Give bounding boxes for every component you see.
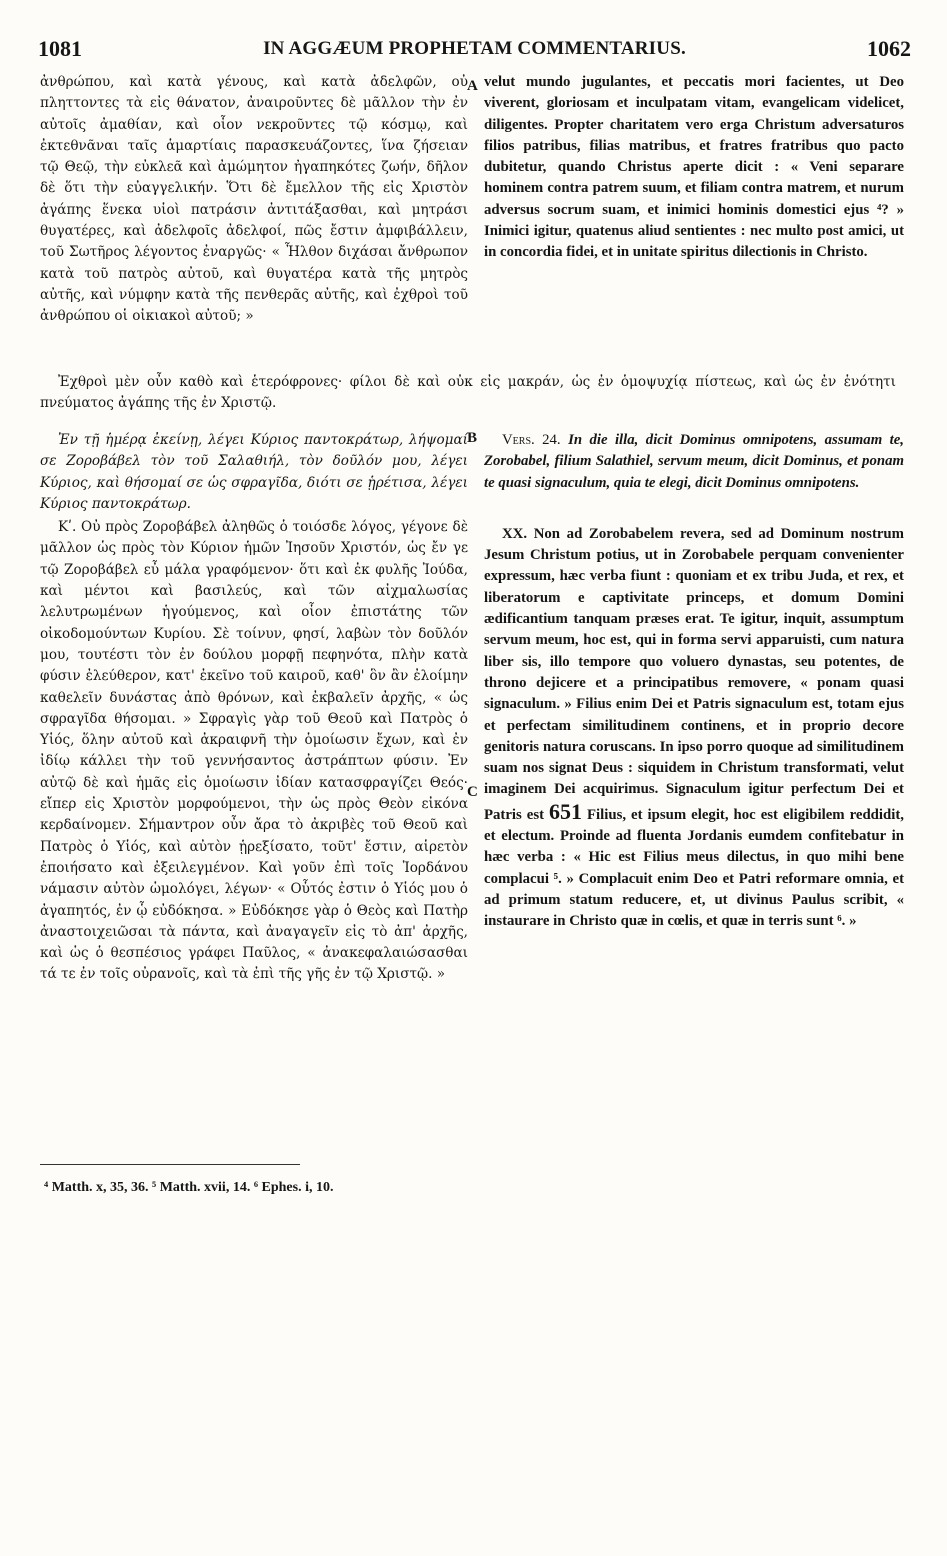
latin-paragraph-1: velut mundo jugulantes, et peccatis mori facientes, ut Deo viverent, gloriosam et inculpatam vitam, evangelicam videlicet, diligentes. Propter charitatem vero erga Christum adversaturos filios patribus, filias matribus, et fratres fratribus quo pacto dubitetur, quando Christus aperte dicit : « Veni separare hominem contra patrem suum, et filiam contra matrem, et nurum adversus socrum suam, et inimici hominis domestici ejus ⁴? » Inimici igitur, quatenus aliud sentientes : nec multo post amici, ut in concordia fidei, et in unitate spiritus dilectionis in Christo. bbox=[484, 74, 904, 261]
footnote-rule bbox=[40, 1164, 300, 1165]
margin-marker-c: C bbox=[467, 784, 478, 800]
greek-column-bottom bbox=[40, 430, 468, 986]
page-number-left: 1081 bbox=[38, 36, 82, 61]
margin-page-number: 651 bbox=[549, 798, 583, 824]
verse-label: Vers. 24. bbox=[502, 432, 561, 448]
latin-column-bottom bbox=[484, 430, 904, 933]
greek-paragraph-1: ἀνθρώπου, καὶ κατὰ γένους, καὶ κατὰ ἀδελφῶν, οὐ πληττοντες τὰ εἰς θάνατον, ἀναιροῦντες δὲ μᾶλλον τὴν ἐν αὐτοῖς ἀμαθίαν, καὶ οἷον νεκροῦντες τῷ κόσμῳ, καὶ ἐκτεθνᾶναι ταῖς ἁμαρτίαις παρασκευάζοντες, ἵνα ζήσειαν τῷ Θεῷ, τὴν εὐκλεᾶ καὶ ἀμώμητον ἠγαπηκότες ζωήν, δῆλον δὲ ὅτι τὴν εὐαγγελικήν. Ὅτι δὲ ἔμελλον τῆς εἰς Χριστὸν ἀγάπης ἕνεκα υἱοὶ πατράσιν ἀντιτάξασθαι, καὶ μητράσι θυγατέρες, καὶ ἀδελφοῖς ἀδελφοί, πῶς ἔστιν ἀμφιβάλλειν, τοῦ Σωτῆρος λέγοντος ἐναργῶς· « Ἦλθον διχάσαι ἄνθρωπον κατὰ τοῦ πατρὸς αὐτοῦ, καὶ θυγατέρα κατὰ τῆς μητρὸς αὐτῆς, καὶ νύμφην κατὰ τῆς πενθερᾶς αὐτῆς, καὶ ἐχθροὶ τοῦ ἀνθρώπου οἱ οἰκιακοὶ αὐτοῦ; » bbox=[40, 74, 468, 325]
greek-verse-lemma: Ἐν τῇ ἡμέρᾳ ἐκείνῃ, λέγει Κύριος παντοκράτωρ, λήψομαί σε Ζοροβάβελ τὸν τοῦ Σαλαθιήλ, τὸν δοῦλόν μου, λέγει Κύριος, καὶ θήσομαί σε ὡς σφραγῖδα, διότι σε ᾑρέτισα, λέγει Κύριος παντοκράτωρ. bbox=[40, 432, 468, 512]
latin-verse-lemma: In die illa, dicit Dominus omnipotens, assumam te, Zorobabel, filium Salathiel, servum meum, dicit Dominus, et ponam te quasi signaculum, quia te elegi, dicit Dominus omnipotens. bbox=[484, 432, 905, 491]
latin-paragraph-2-start: XX. Non ad Zorobabelem revera, sed ad Dominum nostrum Jesum Christum potius, ut in Zorobabele perquam convenienter expressum, hæc verba fiunt : quoniam et ex tribu Juda, et rex, et liberatorum e captivitate princeps, et domum Domini ædificantium tanquam præses erat. Te igitur, inquit, assumptum servum meum, hoc est, qui in forma servi apparuisti, cum natura liber sis, illo tempore quo voluero dynastas, seu potentes, de throno dejicere et a principatibus removere, « ponam quasi signaculum. » Filius enim Dei et Patris signaculum est, totam ejus et perfectam similitudinem continens, et in proprio decore genitoris natura coruscans. In ipso porro quoque ad similitudinem suam nos signat Deus : siquidem in Christum transformati, velut imaginem Dei acquirimus. Signaculum igitur perfectum Dei et Patris est bbox=[484, 525, 904, 823]
margin-marker-b: B bbox=[467, 430, 478, 446]
margin-marker-a: A bbox=[467, 78, 478, 94]
running-title: IN AGGÆUM PROPHETAM COMMENTARIUS. bbox=[263, 38, 686, 59]
footnotes: ⁴ Matth. x, 35, 36. ⁵ Matth. xvii, 14. ⁶ Ephes. i, 10. bbox=[44, 1180, 334, 1195]
greek-full-width-text: Ἐχθροὶ μὲν οὖν καθὸ καὶ ἑτερόφρονες· φίλοι δὲ καὶ οὐκ εἰς μακράν, ὡς ἐν ὁμοψυχίᾳ πίστεως, καὶ ὡς ἐν ἑνότητι πνεύματος ἀγάπης τῆς ἐν Χριστῷ. bbox=[40, 373, 896, 411]
greek-paragraph-2: Κʹ. Οὐ πρὸς Ζοροβάβελ ἀληθῶς ὁ τοιόσδε λόγος, γέγονε δὲ μᾶλλον ὡς πρὸς τὸν Κύριον ἡμῶν Ἰησοῦν Χριστόν, ὡς ἔν γε τῷ Ζοροβάβελ εὖ μάλα γραφόμενον· ὅτι καὶ ἐκ φυλῆς Ἰούδα, καὶ μέντοι καὶ βασιλεύς, καὶ τῶν αἰχμαλωσίας λελυτρωμένων ἡγούμενος, καὶ οἷον ἐπιστάτης τῶν οἰκοδομούντων Κυρίου. Σὲ τοίνυν, φησί, λαβὼν τὸν δοῦλόν μου, τουτέστι τὸν ἐν δούλου μορφῇ πεφηνότα, πλὴν κατὰ φύσιν ἐλεύθερον, κατ' ἐκεῖνο τοῦ καιροῦ, καθ' ὃν ἂν ἐλοίμην καθελεῖν δυνάστας ἀπὸ θρόνων, καὶ ἐκβαλεῖν ἀρχῆς, « ὡς σφραγῖδα θήσομαι. » Σφραγὶς γὰρ τοῦ Θεοῦ καὶ Πατρὸς ὁ Υἱός, ὅλην αὐτοῦ καὶ ἀκραιφνῆ τὴν ὁμοίωσιν ἔχων, καὶ ἐν ἰδίῳ κάλλει τὴν τοῦ γεννήσαντος ἀστράπτων φύσιν. Ἐν αὐτῷ δὲ καὶ ἡμᾶς εἰς ὁμοίωσιν ἰδίαν κατασφραγίζει Θεός· εἴπερ εἰς Χριστὸν μορφούμενοι, τὴν ὡς πρὸς Θεὸν εἰκόνα κερδαίνομεν. Σήμαντρον οὖν ἄρα τὸ ἀκριβὲς τοῦ Θεοῦ καὶ Πατρὸς ὁ Υἱός, καὶ αὐτὸν ᾑρεξίσατο, τοῦτ' ἔστιν, αἱρετὸν ἐποιήσατο καὶ ἐξειλεγμένον. Καὶ γοῦν ἐπὶ τοῖς Ἰορδάνου νάμασιν αὐτὸν ὡμολόγει, λέγων· « Οὗτός ἐστιν ὁ Υἱός μου ὁ ἀγαπητός, ἐν ᾧ εὐδόκησα. » Εὐδόκησε γὰρ ὁ Θεὸς καὶ Πατὴρ ἀναστοιχειῶσαι τὰ πάντα, καὶ ἀναγαγεῖν εἰς τὸ ἀπ' ἀρχῆς, καὶ ὡς ὁ θεσπέσιος γράφει Παῦλος, « ἀνακεφαλαιώσασθαι τά τε ἐν τοῖς οὐρανοῖς, καὶ τὰ ἐπὶ τῆς γῆς ἐν τῷ Χριστῷ. » bbox=[40, 519, 468, 983]
latin-column-top bbox=[484, 72, 904, 264]
greek-column-top bbox=[40, 72, 468, 328]
greek-full-width-line bbox=[40, 358, 896, 428]
latin-paragraph-2 bbox=[484, 524, 904, 933]
page-header bbox=[38, 36, 911, 66]
page-number-right: 1062 bbox=[867, 36, 911, 61]
latin-paragraph-2-end: Filius, et ipsum elegit, hoc est eligibilem reddidit, et electum. Proinde ad fluenta Jordanis eumdem confitebatur in hæc verba : « Hic est Filius meus dilectus, in quo mihi bene complacui ⁵. » Complacuit enim Deo et Patri reformare omnia, et ad primum statum reducere, et, ut divinus Paulus scribit, « instaurare in Christo quæ in cœlis, et quæ in terris sunt ⁶. » bbox=[484, 806, 904, 930]
